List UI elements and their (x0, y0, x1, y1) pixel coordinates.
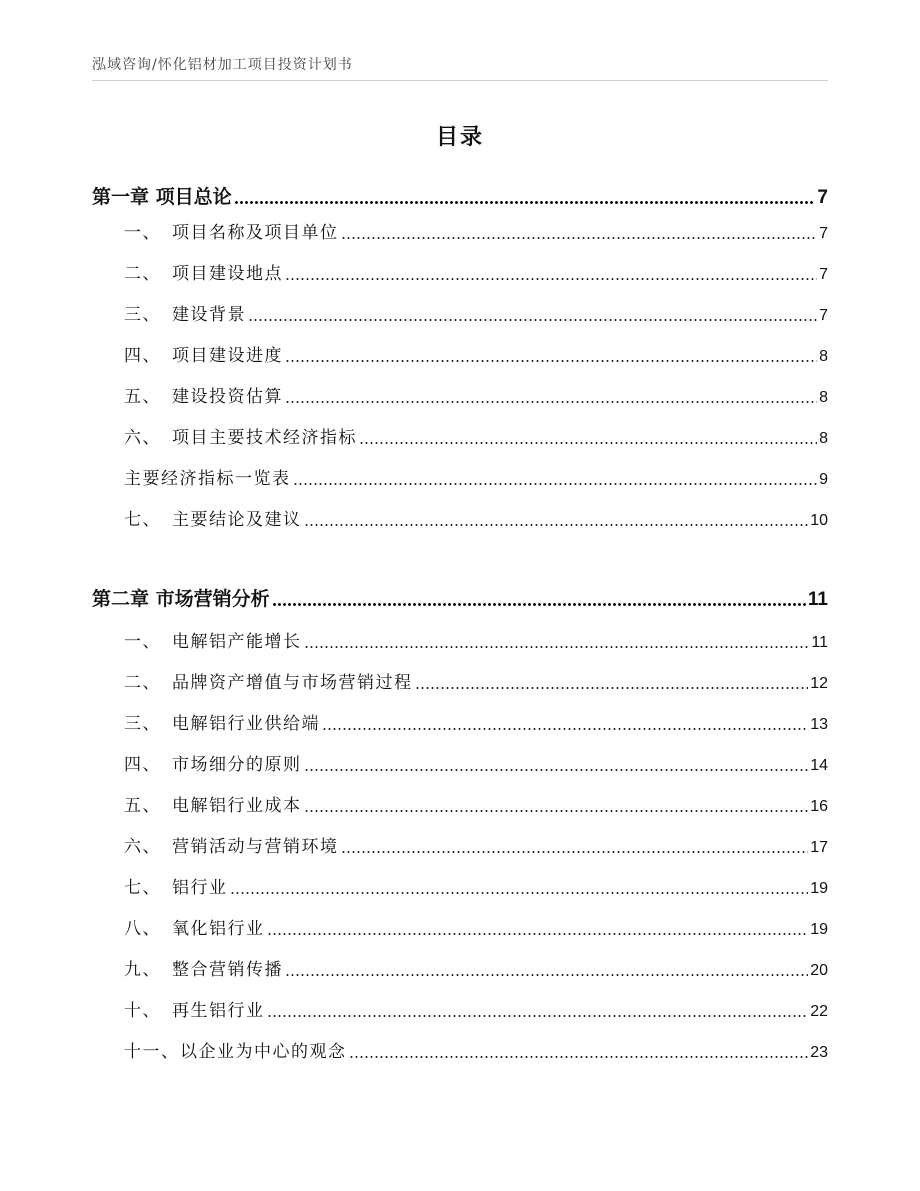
entry-number: 五、 (124, 796, 161, 816)
toc-entry[interactable] (124, 1037, 828, 1062)
dot-leader (349, 1056, 809, 1058)
dot-leader (304, 524, 809, 526)
page-number: 17 (810, 839, 828, 856)
page-number: 9 (819, 471, 828, 488)
dot-leader (304, 810, 809, 812)
page-number: 19 (810, 921, 828, 938)
entry-text: 电解铝行业供给端 (172, 714, 320, 734)
entry-text: 以企业为中心的观念 (180, 1042, 347, 1062)
dot-leader (285, 360, 817, 362)
page-number: 7 (819, 266, 828, 283)
chapter-label: 第一章 项目总论 (92, 186, 232, 208)
toc-chapter-1[interactable] (92, 182, 828, 209)
entry-text: 品牌资产增值与市场营销过程 (172, 673, 413, 693)
dot-leader (304, 769, 809, 771)
entry-text: 建设背景 (172, 305, 246, 325)
dot-leader (285, 401, 817, 403)
dot-leader (359, 442, 817, 444)
entry-number: 七、 (124, 878, 161, 898)
toc-entry[interactable] (124, 955, 828, 980)
entry-number: 九、 (124, 960, 161, 980)
entry-text: 铝行业 (172, 878, 228, 898)
dot-leader (272, 603, 806, 606)
entry-number: 七、 (124, 510, 161, 530)
toc-entry[interactable] (124, 423, 828, 448)
page-number: 7 (819, 225, 828, 242)
dot-leader (304, 646, 810, 648)
dot-leader (234, 201, 816, 204)
toc-entry[interactable] (124, 464, 828, 489)
toc-entry[interactable] (124, 750, 828, 775)
dot-leader (230, 892, 809, 894)
toc-entry[interactable] (124, 627, 828, 652)
page-number: 22 (810, 1003, 828, 1020)
toc-entry[interactable] (124, 996, 828, 1021)
toc-entry[interactable] (124, 709, 828, 734)
toc-entry[interactable] (124, 873, 828, 898)
page-number: 13 (810, 716, 828, 733)
page-number: 23 (810, 1044, 828, 1061)
entry-text: 再生铝行业 (172, 1001, 265, 1021)
entry-text: 项目主要技术经济指标 (172, 428, 357, 448)
entry-number: 五、 (124, 387, 161, 407)
page-number: 7 (819, 307, 828, 324)
entry-text: 氧化铝行业 (172, 919, 265, 939)
entry-text: 项目建设进度 (172, 346, 283, 366)
toc-entry[interactable] (124, 832, 828, 857)
entry-number: 二、 (124, 673, 161, 693)
page-number: 7 (817, 187, 828, 208)
dot-leader (341, 851, 809, 853)
toc-title: 目录 (435, 125, 484, 150)
entry-text: 营销活动与营销环境 (172, 837, 339, 857)
entry-number: 一、 (124, 223, 161, 243)
running-header: 泓域咨询/怀化铝材加工项目投资计划书 (92, 57, 353, 73)
toc-entry[interactable] (124, 341, 828, 366)
entry-text: 电解铝行业成本 (172, 796, 302, 816)
dot-leader (285, 974, 808, 976)
toc-entry[interactable] (124, 218, 828, 243)
entry-number: 六、 (124, 837, 161, 857)
entry-text: 项目名称及项目单位 (172, 223, 339, 243)
page-number: 11 (807, 589, 828, 610)
dot-leader (267, 933, 809, 935)
entry-number: 三、 (124, 305, 161, 325)
dot-leader (293, 483, 818, 485)
dot-leader (285, 278, 817, 280)
page-number: 19 (810, 880, 828, 897)
entry-number: 十一、 (124, 1042, 180, 1062)
page-number: 10 (810, 512, 828, 529)
entry-number: 一、 (124, 632, 161, 652)
page-number: 20 (810, 962, 828, 979)
toc-entry[interactable] (124, 505, 828, 530)
dot-leader (322, 728, 808, 730)
entry-text: 主要结论及建议 (172, 510, 302, 530)
entry-number: 六、 (124, 428, 161, 448)
page-number: 8 (819, 389, 828, 406)
page-number: 16 (810, 798, 828, 815)
entry-number: 三、 (124, 714, 161, 734)
entry-text: 建设投资估算 (172, 387, 283, 407)
entry-number: 十、 (124, 1001, 161, 1021)
entry-text: 整合营销传播 (172, 960, 283, 980)
dot-leader (415, 687, 809, 689)
entry-number: 二、 (124, 264, 161, 284)
entry-text: 项目建设地点 (172, 264, 283, 284)
page-number: 8 (819, 430, 828, 447)
entry-text: 主要经济指标一览表 (124, 469, 291, 489)
dot-leader (267, 1015, 809, 1017)
toc-entry[interactable] (124, 791, 828, 816)
entry-number: 四、 (124, 755, 161, 775)
toc-entry[interactable] (124, 668, 828, 693)
toc-chapter-2[interactable] (92, 584, 828, 611)
entry-number: 四、 (124, 346, 161, 366)
toc-entry[interactable] (124, 259, 828, 284)
chapter-label: 第二章 市场营销分析 (92, 588, 270, 610)
entry-text: 市场细分的原则 (172, 755, 302, 775)
page-number: 11 (811, 634, 828, 651)
dot-leader (341, 237, 818, 239)
toc-entry[interactable] (124, 914, 828, 939)
entry-number: 八、 (124, 919, 161, 939)
toc-entry[interactable] (124, 382, 828, 407)
dot-leader (248, 319, 817, 321)
page-number: 14 (810, 757, 828, 774)
page-number: 8 (819, 348, 828, 365)
toc-entry[interactable] (124, 300, 828, 325)
page-number: 12 (810, 675, 828, 692)
entry-text: 电解铝产能增长 (172, 632, 302, 652)
